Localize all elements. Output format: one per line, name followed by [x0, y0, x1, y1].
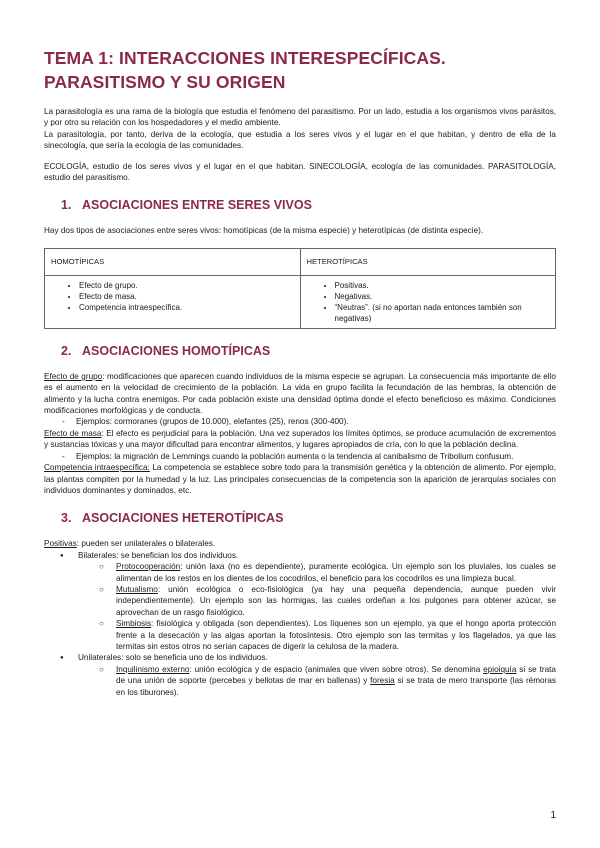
bilaterales-item: ● Bilaterales: se benefician los dos individuos.	[44, 550, 556, 561]
simbiosis-item: ○ Simbiosis: fisiológica y obligada (son dependientes). Los líquenes son un ejemplo, ya que el hongo aporta protección frente a la desecación y las algas aportan la fotosíntesis. Otro ejemplo son las termitas y los flagelados, ya que las termitas sin estos otros no serían capaces de digerir la celulosa de la madera.	[44, 618, 556, 652]
list-item: • “Neutras”. (si no aportan nada entonces también son negativas)	[335, 302, 550, 324]
intro-paragraph-2: La parasitología, por tanto, deriva de la ecología, que estudia a los seres vivos y el lugar en el que habitan, y dentro de ella de la sinecología, que sería la ecología de las comunidades.	[44, 129, 556, 151]
table-cell-homotipicas	[45, 275, 301, 328]
efecto-grupo-paragraph: Efecto de grupo: modificaciones que aparecen cuando individuos de la misma especie se agrupan. La consecuencia más importante de ello es el aumento en la velocidad de crecimiento de la población. La vida en grupo facilita la fecundación de las hembras, la obtención de alimento y la lucha contra enemigos. Por cada población existe una densidad óptima donde el efecto beneficioso es máximo. Condiciones modificaciones morfológicas y de conducta.	[44, 371, 556, 416]
protocooperacion-item: ○ Protocooperación: unión laxa (no es dependiente), puramente ecológica. Un ejemplo son los pluviales, los cuales se alimentan de los restos en los dientes de los cocodrilos, el beneficio para los cocodrilos es una limpieza bucal.	[44, 561, 556, 584]
efecto-masa-paragraph: Efecto de masa: El efecto es perjudicial para la población. Una vez superados los límites óptimos, se produce acumulación de excrementos y sustancias tóxicas y una mayor dificultad para encontrar alimentos, y lugares apropiados de cría, con lo que la población declina.	[44, 428, 556, 450]
efecto-masa-example: - Ejemplos: la migración de Lemmings cuando la población aumenta o la tendencia al canibalismo de Tribolium confusum.	[44, 451, 556, 462]
page-title: TEMA 1: INTERACCIONES INTERESPECÍFICAS. PARASITISMO Y SU ORIGEN	[44, 48, 446, 92]
document-page	[44, 46, 556, 698]
intro-paragraph-3: ECOLOGÍA, estudio de los seres vivos y el lugar en el que habitan. SINECOLOGÍA, ecología de las comunidades. PARASITOLOGÍA, estudio del parasitismo.	[44, 161, 556, 183]
list-item: • Efecto de masa.	[79, 291, 294, 302]
section-1-text: Hay dos tipos de asociaciones entre seres vivos: homotípicas (de la misma especie) y heterotípicas (de distinta especie).	[44, 226, 484, 236]
section-3-heading: 3. ASOCIACIONES HETEROTÍPICAS	[61, 511, 284, 526]
list-item: • Negativas.	[335, 291, 550, 302]
section-1-heading: 1. ASOCIACIONES ENTRE SERES VIVOS	[61, 198, 312, 213]
section-2-heading: 2. ASOCIACIONES HOMOTÍPICAS	[61, 343, 271, 358]
list-item: • Competencia intraespecífica.	[79, 302, 294, 313]
inquilinismo-item: ○ Inquilinismo externo: unión ecológica y de espacio (animales que viven sobre otros). Se denomina epioiquía si se trata de una unión de soporte (percebes y bellotas de mar en ballenas) y foresia si se trata de mero transporte (las rémoras en los tiburones).	[44, 664, 556, 698]
positivas-paragraph: Positivas: pueden ser unilaterales o bilaterales.	[44, 539, 216, 549]
table-cell-heterotipicas	[300, 275, 556, 328]
unilaterales-item: ● Unilaterales: solo se beneficia uno de los individuos.	[44, 652, 556, 663]
list-item: • Positivas.	[335, 280, 550, 291]
page-number: 1	[550, 810, 556, 821]
competencia-paragraph: Competencia intraespecífica: La competencia se establece sobre todo para la transmisión genética y la obtención de alimento. Por ejemplo, las plantas compiten por la humedad y la luz. Las principales consecuencias de la competencia son la aparición de jerarquías sociales con individuos dominantes y dominados, etc.	[44, 463, 556, 495]
list-item: • Efecto de grupo.	[79, 280, 294, 291]
mutualismo-item: ○ Mutualismo: unión ecológica o eco-fisiológica (ya hay una pequeña dependencia, aunque pueden vivir independientemente). Un ejemplo son las hormigas, las cuales ordeñan a los pulgones para obtener azúcar, se aprovechan de un rasgo fisiológico.	[44, 584, 556, 618]
table-header-homotipicas: HOMOTÍPICAS	[45, 248, 301, 275]
intro-paragraph-1: La parasitología es una rama de la biología que estudia el fenómeno del parasitismo. Por un lado, estudia a los organismos vivos parásitos, y por otro su relación con los hospedadores y el medio ambiente.	[44, 107, 556, 128]
table-header-heterotipicas: HETEROTÍPICAS	[300, 248, 556, 275]
efecto-grupo-example: - Ejemplos: cormoranes (grupos de 10.000), elefantes (25), renos (300-400).	[44, 416, 556, 427]
associations-table	[44, 248, 556, 329]
